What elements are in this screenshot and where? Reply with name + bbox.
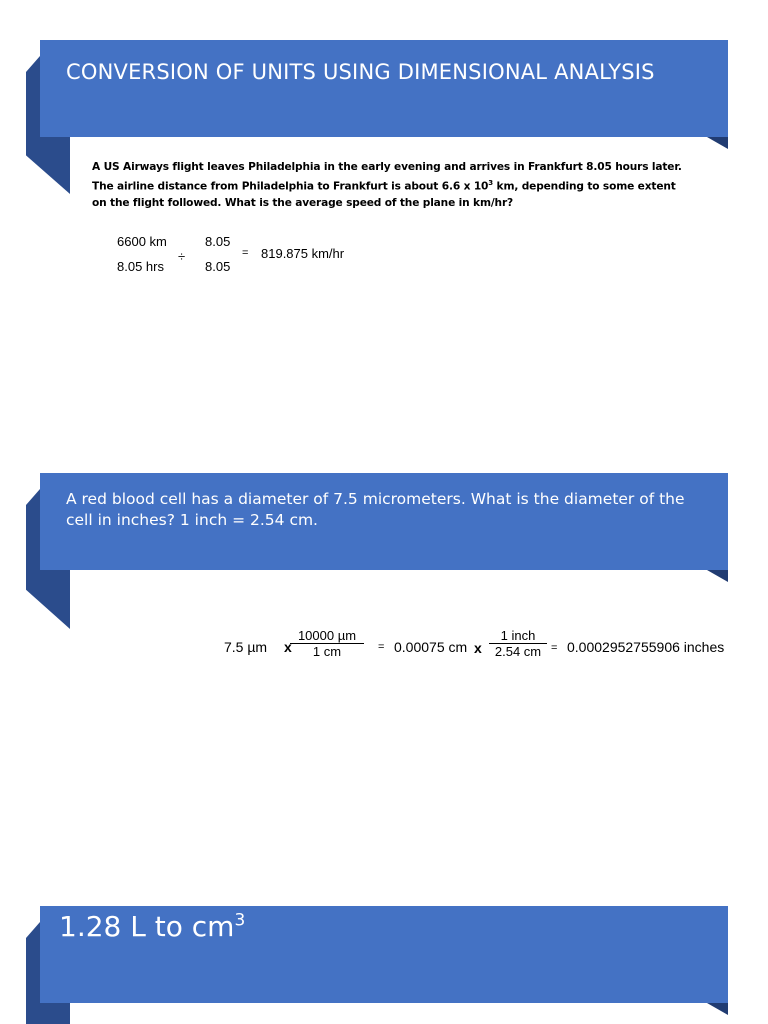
calc-1-equals: = <box>242 247 249 259</box>
calc-2-times-1: x <box>284 639 292 655</box>
calc-2-fraction-1-numerator: 10000 µm <box>297 628 357 643</box>
calc-1-denominator-1: 8.05 hrs <box>117 259 164 274</box>
problem-1-line-3: on the flight followed. What is the average speed of the plane in km/hr? <box>92 196 514 209</box>
banner-2-fold <box>707 570 728 582</box>
calc-2-times-2: x <box>474 640 482 656</box>
calc-1-denominator-2: 8.05 <box>205 259 231 274</box>
calc-1-numerator-1: 6600 km <box>117 234 167 249</box>
calc-1-numerator-2: 8.05 <box>205 234 231 249</box>
calc-2-fraction-1-denominator: 1 cm <box>290 643 364 659</box>
banner-1-fold <box>707 137 728 149</box>
problem-1-line-2a: The airline distance from Philadelphia to Frankfurt is about 6.6 x 10 <box>92 180 489 193</box>
calc-2-intermediate: 0.00075 cm <box>394 639 468 655</box>
calc-1-divide-operator: ÷ <box>178 249 186 264</box>
calc-2-fraction-2-denominator: 2.54 cm <box>489 643 547 659</box>
calc-2-fraction-2 <box>489 628 547 659</box>
banner-1 <box>40 40 728 137</box>
problem-1-line-1: A US Airways flight leaves Philadelphia in the early evening and arrives in Frankfurt 8.05 hours later. <box>92 161 682 173</box>
banner-3-fold <box>707 1003 728 1015</box>
calc-2-start: 7.5 µm <box>224 639 268 655</box>
section-2-title: A red blood cell has a diameter of 7.5 micrometers. What is the diameter of the cell in inches? 1 inch = 2.54 cm. <box>66 490 685 529</box>
problem-1-text <box>92 159 704 211</box>
calc-2-equals-1: = <box>378 641 385 653</box>
calc-2-fraction-1 <box>290 628 364 659</box>
section-3-title-base: 1.28 L to cm <box>59 910 235 943</box>
section-3-title <box>59 910 245 943</box>
problem-1-exponent: 3 <box>488 179 494 187</box>
calc-2-equals-2: = <box>551 642 558 654</box>
calc-2-result: 0.0002952755906 inches <box>567 639 725 655</box>
calc-1-result: 819.875 km/hr <box>261 246 345 261</box>
section-1-title: CONVERSION OF UNITS USING DIMENSIONAL ANALYSIS <box>66 60 655 84</box>
problem-1-line-2b: km, depending to some extent <box>493 180 676 193</box>
section-3-title-exponent: 3 <box>234 910 246 931</box>
calc-2-fraction-2-numerator: 1 inch <box>500 628 536 643</box>
